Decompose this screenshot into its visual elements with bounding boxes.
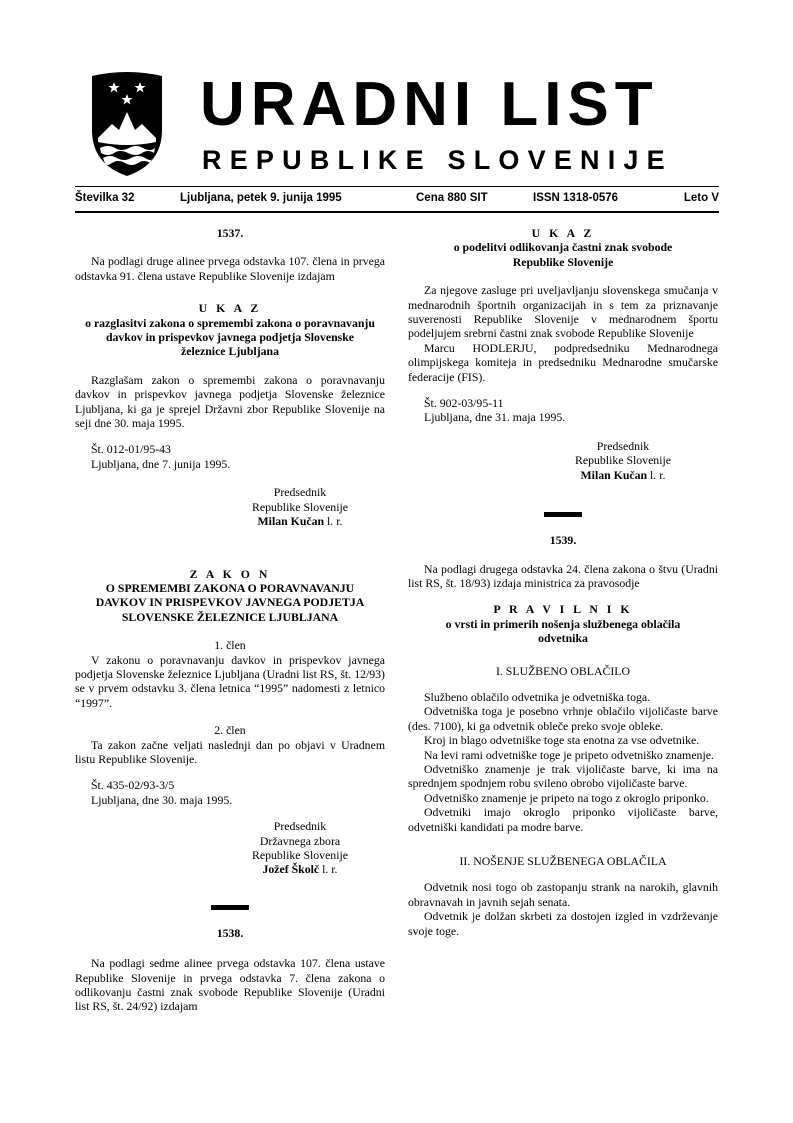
paragraph: Odvetniško znamenje je trak vijoličaste barve, ki ima na sprednjem spodnjem robu svileno obrobo vijoličaste barve.	[408, 761, 718, 791]
paragraph: Ta zakon začne veljati naslednji dan po objavi v Uradnem listu Republike Slovenije.	[75, 737, 385, 766]
signature-block	[75, 819, 355, 877]
signature-line: Republike Slovenije	[252, 848, 348, 862]
article-number: 1538.	[216, 925, 244, 940]
signature-name: Jožef Školč	[262, 862, 320, 877]
issue-issn: ISSN 1318-0576	[533, 192, 619, 204]
reference-number: Št. 902-03/95-11	[424, 396, 504, 411]
paragraph: Odvetnik nosi togo ob zastopanju strank na narokih, glavnih obravnavah in javnih sejah senata.	[408, 880, 718, 909]
signature-block	[75, 485, 355, 528]
issue-info-bar	[75, 186, 719, 213]
issue-date: Ljubljana, petek 9. junija 1995	[180, 192, 342, 204]
article-label: 1. člen	[214, 638, 246, 653]
paragraph: V zakonu o poravnavanju davkov in prispevkov javnega podjetja Slovenske železnice Ljubljana (Uradni list RS, št. 12/93) se v prvem odstavku 3. člena letnica “1995” nadomesti z letnico “1997”.	[75, 652, 385, 710]
chapter-heading: I. SLUŽBENO OBLAČILO	[495, 663, 631, 678]
section-title: O SPREMEMBI ZAKONA O PORAVNAVANJU DAVKOV IN PRISPEVKOV JAVNEGA PODJETJA SLOVENSKE ŽELEZNICE LJUBLJANA	[95, 580, 365, 624]
signature-line: Predsednik	[273, 485, 327, 500]
section-title: o razglasitvi zakona o spremembi zakona o poravnavanju davkov in prispevkov javnega podjetja Slovenske železnice Ljubljana	[85, 315, 375, 359]
section-heading: U K A Z	[198, 301, 262, 316]
issue-price: Cena 880 SIT	[416, 192, 488, 204]
section-divider	[544, 512, 582, 517]
paragraph: Odvetniška toga je posebno vrhnje oblačilo vijoličaste barve (des. 7100), ki ga odvetnik obleče preko svoje obleke.	[408, 704, 718, 733]
masthead	[80, 70, 720, 185]
signature-line: Predsednik	[596, 438, 650, 453]
place-date: Ljubljana, dne 30. maja 1995.	[91, 792, 233, 807]
signature-name: Milan Kučan	[580, 467, 648, 482]
section-heading: Z A K O N	[189, 566, 271, 581]
issue-number: Številka 32	[75, 192, 135, 204]
section-divider	[211, 905, 249, 910]
signature-line: Predsednik	[273, 819, 327, 834]
signature-line: Republike Slovenije	[575, 453, 671, 468]
reference-number: Št. 012-01/95-43	[91, 442, 171, 457]
right-column	[408, 226, 718, 938]
signature-line: Državnega zbora	[259, 833, 341, 848]
signature-block	[408, 439, 678, 482]
reference-number: Št. 435-02/93-3/5	[91, 778, 175, 793]
left-column	[75, 226, 385, 1014]
place-date: Ljubljana, dne 7. junija 1995.	[91, 456, 231, 471]
signature-name: Milan Kučan	[257, 514, 325, 529]
paragraph: Marcu HODLERJU, podpredsedniku Mednarodnega olimpijskega komiteja in predsedniku Mednarodne smučarske federacije (FIS).	[408, 340, 718, 384]
signature-line: Republike Slovenije	[252, 499, 348, 514]
signature-suffix: l. r.	[319, 862, 338, 877]
paragraph: Razglašam zakon o spremembi zakona o poravnavanju davkov in prispevkov javnega podjetja Slovenske železnice Ljubljana, ki ga je sprejel Državni zbor Republike Slovenije na seji dne 30. maja 1995.	[75, 372, 385, 431]
journal-title: URADNI LIST	[200, 70, 659, 139]
coat-of-arms-icon	[88, 72, 166, 178]
paragraph: Na podlagi drugega odstavka 24. člena zakona o štvu (Uradni list RS, št. 18/93) izdaja ministrica za pravosodje	[408, 561, 718, 590]
paragraph: Odvetniki imajo okroglo priponko vijoličaste barve, odvetniški kandidati pa modre barve.	[408, 805, 718, 834]
section-heading: U K A Z	[531, 226, 595, 240]
paragraph: Službeno oblačilo odvetnika je odvetniška toga.	[424, 689, 651, 704]
signature-suffix: l. r.	[647, 467, 666, 482]
article-number: 1537.	[216, 226, 244, 240]
chapter-heading: II. NOŠENJE SLUŽBENEGA OBLAČILA	[459, 854, 667, 868]
paragraph: Kroj in blago odvetniške toge sta enotna za vse odvetnike.	[424, 733, 700, 748]
paragraph: Za njegove zasluge pri uveljavljanju slovenskega smučanja v mednarodnih športnih organizacijah in s tem za priznavanje suverenosti Republike Slovenije v mednarodnem športu podeljujem srebrni častni znak svobode Republike Slovenije	[408, 283, 718, 341]
paragraph: Odvetniško znamenje je pripeto na togo z okroglo priponko.	[424, 790, 709, 805]
signature-suffix: l. r.	[324, 514, 343, 529]
article-label: 2. člen	[214, 723, 246, 738]
section-heading: P R A V I L N I K	[493, 602, 633, 617]
journal-subtitle: REPUBLIKE SLOVENIJE	[202, 145, 673, 175]
paragraph: Na podlagi sedme alinee prvega odstavka 107. člena ustave Republike Slovenije in prvega odstavka 7. člena zakona o odlikovanju častni znak svobode Republike Slovenije (Uradni list RS, št. 24/92) izdajam	[75, 956, 385, 1014]
paragraph: Na podlagi druge alinee prvega odstavka 107. člena in prvega odstavka 91. člena ustave Republike Slovenije izdajam	[75, 254, 385, 283]
paragraph: Odvetnik je dolžan skrbeti za dostojen izgled in vzdrževanje svoje toge.	[408, 909, 718, 938]
place-date: Ljubljana, dne 31. maja 1995.	[424, 410, 566, 425]
section-title: o vrsti in primerih nošenja službenega oblačila odvetnika	[445, 616, 681, 646]
issue-year: Leto V	[683, 192, 719, 204]
paragraph: Na levi rami odvetniške toge je pripeto odvetniško znamenje.	[424, 747, 714, 762]
section-title: o podelitvi odlikovanja častni znak svobode Republike Slovenije	[453, 240, 673, 269]
article-number: 1539.	[549, 533, 577, 548]
